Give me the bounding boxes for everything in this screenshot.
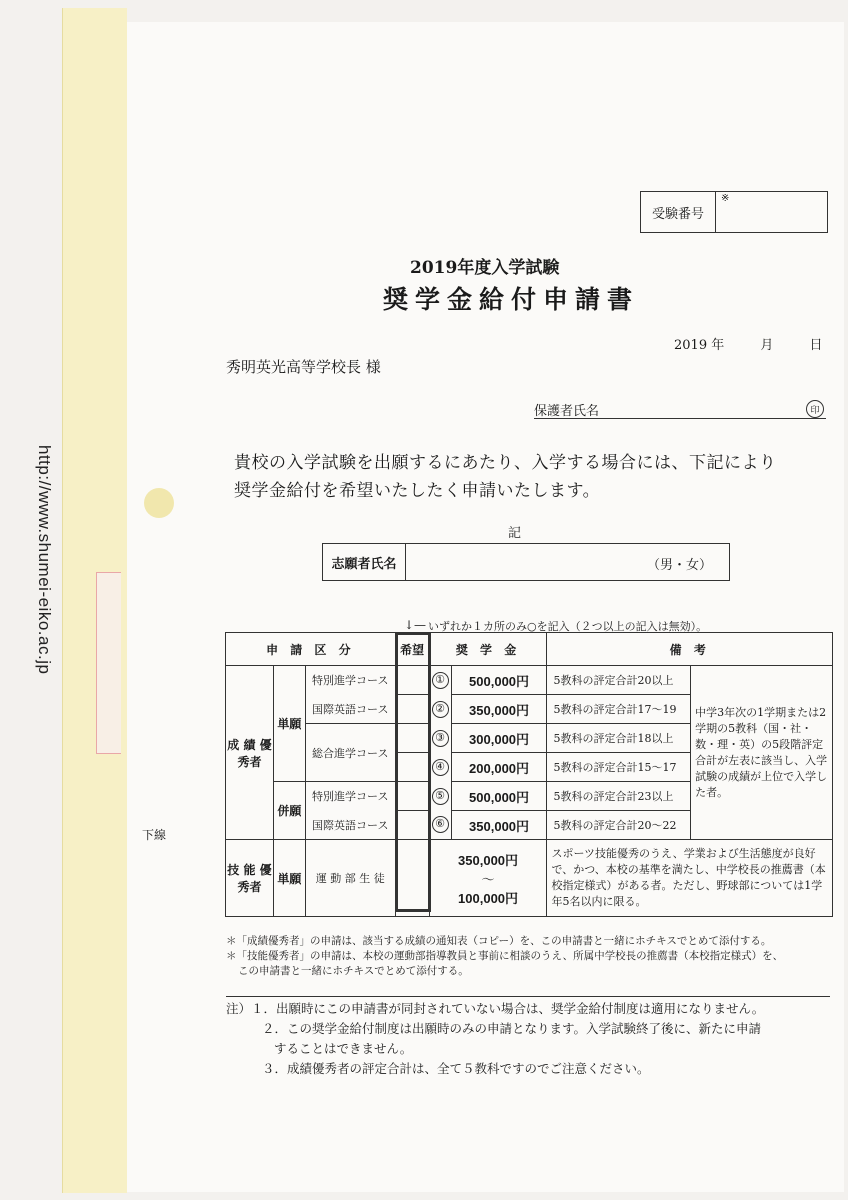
exam-number-label: 受験番号: [641, 192, 716, 232]
date-line: [674, 334, 823, 353]
arrow-icon: ↓—: [404, 618, 427, 632]
header-remarks: 備 考: [547, 633, 833, 666]
guardian-name-field[interactable]: [534, 400, 826, 419]
amount-cell: 200,000円: [451, 753, 547, 782]
guardian-label: 保護者氏名: [534, 404, 600, 419]
date-day: 日: [809, 338, 823, 353]
note-3: ３．成績優秀者の評定合計は、全て５教科ですのでご注意ください。: [262, 1061, 650, 1076]
applicant-name-box[interactable]: [322, 543, 730, 581]
applicant-label: 志願者氏名: [323, 544, 406, 580]
course-sogo: 総合進学コース: [305, 724, 395, 782]
amount-cell: 500,000円: [451, 666, 547, 695]
sports-students: 運 動 部 生 徒: [305, 840, 395, 917]
sports-amount-low: 100,000円: [458, 890, 519, 906]
row-number: ②: [432, 701, 449, 718]
pink-tab: [96, 572, 121, 754]
statement-line-1: 貴校の入学試験を出願するにあたり、入学する場合には、下記により: [234, 453, 777, 473]
exam-number-box: [640, 191, 828, 233]
row-number: ⑤: [432, 788, 449, 805]
sports-range: ～: [481, 871, 495, 887]
exam-number-mark: ※: [721, 193, 730, 204]
single-application: 単願: [273, 666, 305, 782]
header-amount: 奨 学 金: [429, 633, 547, 666]
course-kokusai: 国際英語コース: [305, 811, 395, 840]
note-2-cont: することはできません。: [274, 1041, 413, 1056]
course-tokubetsu: 特別進学コース: [305, 666, 395, 695]
row-number: ①: [432, 672, 449, 689]
footnotes: [226, 934, 831, 979]
header-hope: 希望: [395, 633, 429, 666]
amount-cell: 350,000円: [451, 695, 547, 724]
criteria-cell: 5教科の評定合計18以上: [547, 724, 691, 753]
side-remark: 中学3年次の1学期または2学期の5教科（国・社・数・理・英）の5段階評定合計が左表に該当し、入学試験の成績が上位で入学した者。: [691, 666, 833, 840]
group-seiseki: 成 績 優秀者: [226, 666, 274, 840]
group-gino: 技 能 優秀者: [226, 840, 274, 917]
hope-column-frame: [395, 632, 431, 912]
single-application: 単願: [273, 840, 305, 917]
criteria-cell: 5教科の評定合計20～22: [547, 811, 691, 840]
form-subtitle: 2019年度入学試験: [410, 258, 560, 278]
footnote-2: ＊「技能優秀者」の申請は、本校の運動部指導教員と事前に相談のうえ、所属中学校長の推薦書（本校指定様式）を、: [226, 950, 784, 962]
criteria-cell: 5教科の評定合計17～19: [547, 695, 691, 724]
combined-application: 併願: [273, 782, 305, 840]
note-1: 注）１．出願時にこの申請書が同封されていない場合は、奨学金給付制度は適用になりません。: [226, 1001, 765, 1016]
footnote-3: この申請書と一緒にホチキスでとめて添付する。: [238, 965, 469, 977]
sex-choice: （男・女）: [647, 558, 713, 573]
course-tokubetsu: 特別進学コース: [305, 782, 395, 811]
statement-line-2: 奨学金給付を希望いたしたく申請いたします。: [234, 481, 601, 501]
seal-mark: 印: [806, 400, 824, 418]
row-number: ③: [432, 730, 449, 747]
school-url: http://www.shumei-eiko.ac.jp: [35, 445, 54, 675]
table-instruction: いずれか１カ所のみ○を記入（２つ以上の記入は無効）。: [428, 620, 708, 633]
ki-heading: 記: [508, 526, 522, 541]
course-kokusai: 国際英語コース: [305, 695, 395, 724]
amount-cell: 500,000円: [451, 782, 547, 811]
footnote-1: ＊「成績優秀者」の申請は、該当する成績の通知表（コピー）を、この申請書と一緒にホチキスでとめて添付する。: [226, 935, 772, 947]
date-year: 2019 年: [674, 338, 725, 353]
addressee: 秀明英光高等学校長 様: [226, 358, 381, 376]
request-statement: [234, 449, 777, 505]
notes: [226, 996, 830, 1079]
header-category: 申 請 区 分: [226, 633, 396, 666]
criteria-cell: 5教科の評定合計23以上: [547, 782, 691, 811]
criteria-cell: 5教科の評定合計15～17: [547, 753, 691, 782]
punch-hole: [144, 488, 174, 518]
amount-cell: 300,000円: [451, 724, 547, 753]
scholarship-table: [225, 632, 833, 917]
criteria-cell: 5教科の評定合計20以上: [547, 666, 691, 695]
amount-cell: 350,000円: [451, 811, 547, 840]
date-month: 月: [760, 338, 774, 353]
sports-remark: スポーツ技能優秀のうえ、学業および生活態度が良好で、かつ、本校の基準を満たし、中学校長の推薦書（本校指定様式）がある者。ただし、野球部については1学年5名以内に限る。: [547, 840, 833, 917]
sports-amount: [429, 840, 547, 917]
row-number: ⑥: [432, 816, 449, 833]
sports-amount-high: 350,000円: [458, 852, 519, 868]
form-title: 奨学金給付申請書: [383, 285, 640, 314]
note-2: ２．この奨学金給付制度は出願時のみの申請となります。入学試験終了後に、新たに申請: [262, 1021, 762, 1036]
row-number: ④: [432, 759, 449, 776]
side-note: 下線: [142, 828, 167, 842]
